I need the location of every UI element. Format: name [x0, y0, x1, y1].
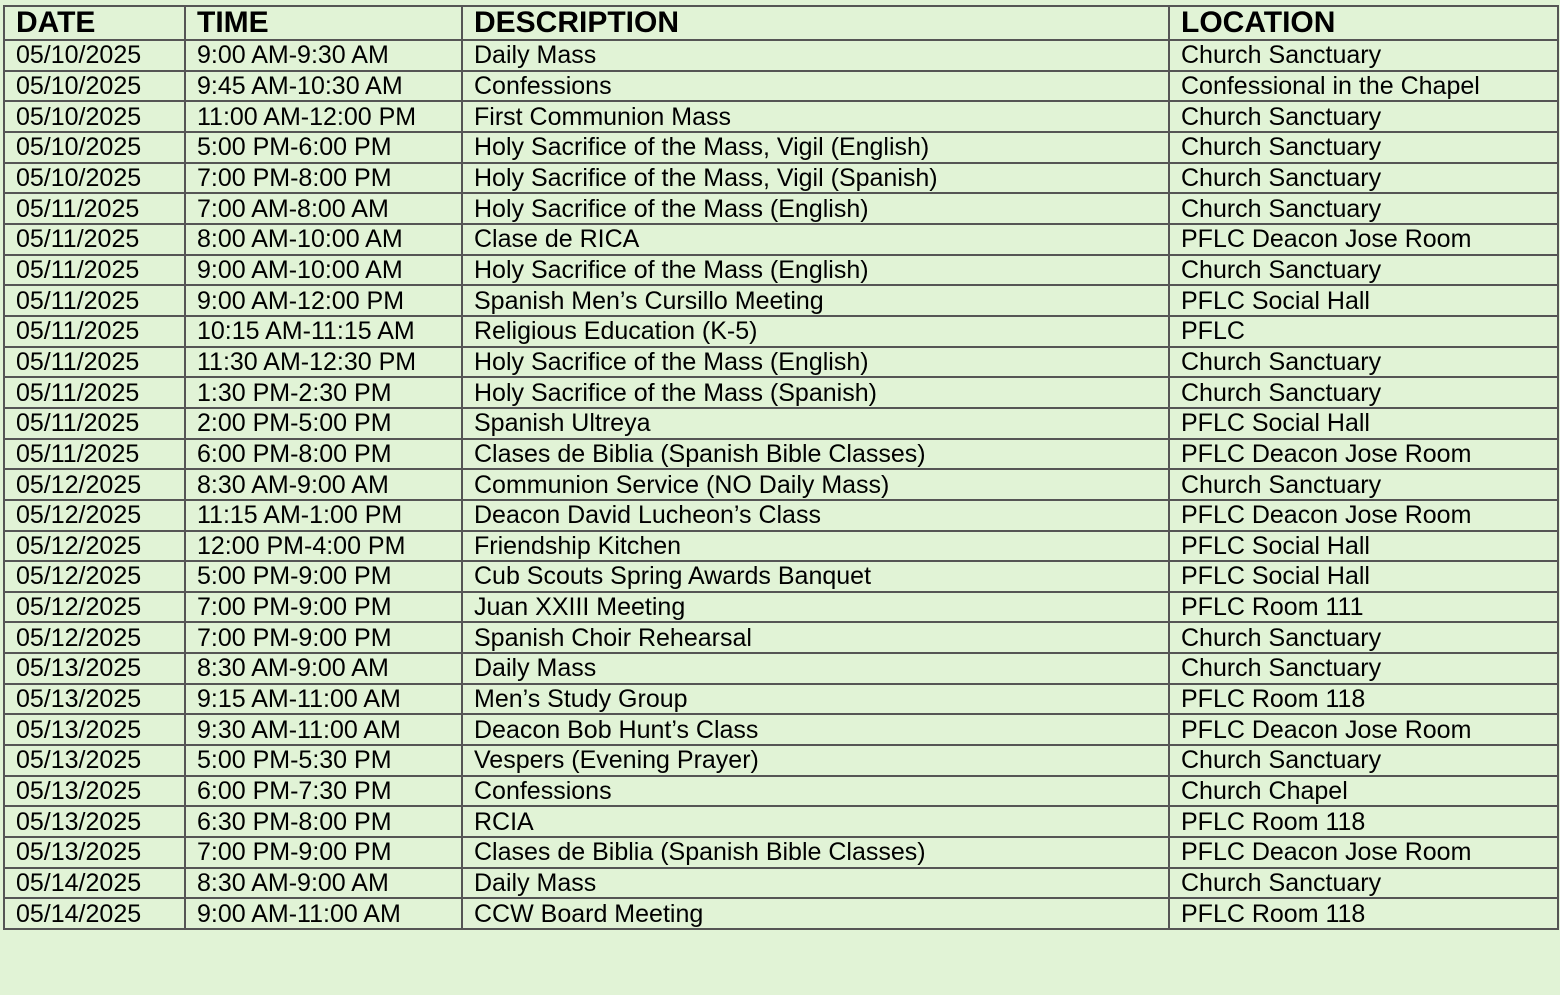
table-row	[4, 224, 1558, 255]
table-row	[4, 776, 1558, 807]
cell-description: Friendship Kitchen	[462, 531, 1169, 562]
cell-time: 5:00 PM-5:30 PM	[185, 745, 462, 776]
cell-description: First Communion Mass	[462, 101, 1169, 132]
cell-description: Daily Mass	[462, 653, 1169, 684]
cell-date: 05/13/2025	[4, 714, 185, 745]
cell-time: 9:00 AM-12:00 PM	[185, 285, 462, 316]
cell-description: Men’s Study Group	[462, 684, 1169, 715]
cell-date: 05/13/2025	[4, 776, 185, 807]
table-row	[4, 592, 1558, 623]
table-row	[4, 561, 1558, 592]
cell-time: 6:00 PM-8:00 PM	[185, 439, 462, 470]
cell-time: 8:00 AM-10:00 AM	[185, 224, 462, 255]
table-row	[4, 653, 1558, 684]
cell-date: 05/13/2025	[4, 684, 185, 715]
cell-location: Confessional in the Chapel	[1169, 71, 1558, 102]
cell-time: 7:00 PM-9:00 PM	[185, 622, 462, 653]
cell-date: 05/12/2025	[4, 561, 185, 592]
table-row	[4, 193, 1558, 224]
cell-description: Holy Sacrifice of the Mass (English)	[462, 347, 1169, 378]
cell-location: Church Sanctuary	[1169, 101, 1558, 132]
table-row	[4, 439, 1558, 470]
cell-time: 9:00 AM-9:30 AM	[185, 40, 462, 71]
cell-location: PFLC Deacon Jose Room	[1169, 500, 1558, 531]
cell-time: 7:00 AM-8:00 AM	[185, 193, 462, 224]
cell-date: 05/13/2025	[4, 653, 185, 684]
cell-time: 10:15 AM-11:15 AM	[185, 316, 462, 347]
cell-location: Church Sanctuary	[1169, 868, 1558, 899]
table-row	[4, 469, 1558, 500]
table-row	[4, 347, 1558, 378]
cell-date: 05/14/2025	[4, 868, 185, 899]
cell-description: Holy Sacrifice of the Mass (English)	[462, 255, 1169, 286]
cell-date: 05/12/2025	[4, 469, 185, 500]
cell-description: CCW Board Meeting	[462, 898, 1169, 929]
cell-location: Church Sanctuary	[1169, 745, 1558, 776]
cell-description: Holy Sacrifice of the Mass, Vigil (English)	[462, 132, 1169, 163]
cell-description: Deacon David Lucheon’s Class	[462, 500, 1169, 531]
column-header-date: DATE	[4, 6, 185, 40]
cell-description: Spanish Choir Rehearsal	[462, 622, 1169, 653]
cell-date: 05/11/2025	[4, 347, 185, 378]
column-header-description: DESCRIPTION	[462, 6, 1169, 40]
cell-time: 2:00 PM-5:00 PM	[185, 408, 462, 439]
table-body	[4, 40, 1558, 929]
cell-location: PFLC Social Hall	[1169, 285, 1558, 316]
cell-time: 11:00 AM-12:00 PM	[185, 101, 462, 132]
cell-description: Holy Sacrifice of the Mass (English)	[462, 193, 1169, 224]
table-row	[4, 163, 1558, 194]
cell-time: 11:30 AM-12:30 PM	[185, 347, 462, 378]
cell-time: 8:30 AM-9:00 AM	[185, 868, 462, 899]
column-header-time: TIME	[185, 6, 462, 40]
cell-location: PFLC Deacon Jose Room	[1169, 714, 1558, 745]
table-row	[4, 868, 1558, 899]
cell-location: Church Sanctuary	[1169, 255, 1558, 286]
cell-time: 5:00 PM-9:00 PM	[185, 561, 462, 592]
cell-date: 05/11/2025	[4, 439, 185, 470]
cell-time: 8:30 AM-9:00 AM	[185, 469, 462, 500]
cell-description: Daily Mass	[462, 40, 1169, 71]
cell-date: 05/12/2025	[4, 622, 185, 653]
cell-date: 05/10/2025	[4, 101, 185, 132]
table-row	[4, 622, 1558, 653]
cell-time: 7:00 PM-8:00 PM	[185, 163, 462, 194]
header-row	[4, 6, 1558, 40]
cell-date: 05/11/2025	[4, 285, 185, 316]
column-header-location: LOCATION	[1169, 6, 1558, 40]
table-row	[4, 714, 1558, 745]
table-row	[4, 500, 1558, 531]
schedule-table	[3, 5, 1559, 930]
cell-date: 05/12/2025	[4, 500, 185, 531]
cell-location: PFLC Room 118	[1169, 806, 1558, 837]
table-row	[4, 285, 1558, 316]
table-row	[4, 898, 1558, 929]
cell-location: PFLC Social Hall	[1169, 531, 1558, 562]
cell-location: Church Sanctuary	[1169, 193, 1558, 224]
cell-date: 05/11/2025	[4, 408, 185, 439]
cell-date: 05/11/2025	[4, 193, 185, 224]
cell-location: PFLC Room 118	[1169, 684, 1558, 715]
cell-time: 7:00 PM-9:00 PM	[185, 592, 462, 623]
cell-description: Holy Sacrifice of the Mass, Vigil (Spanish)	[462, 163, 1169, 194]
cell-location: Church Chapel	[1169, 776, 1558, 807]
cell-description: Holy Sacrifice of the Mass (Spanish)	[462, 377, 1169, 408]
cell-location: PFLC Room 118	[1169, 898, 1558, 929]
cell-location: Church Sanctuary	[1169, 377, 1558, 408]
cell-description: Vespers (Evening Prayer)	[462, 745, 1169, 776]
cell-date: 05/11/2025	[4, 224, 185, 255]
cell-location: Church Sanctuary	[1169, 469, 1558, 500]
cell-date: 05/13/2025	[4, 837, 185, 868]
cell-date: 05/10/2025	[4, 71, 185, 102]
table-row	[4, 745, 1558, 776]
cell-location: Church Sanctuary	[1169, 163, 1558, 194]
cell-date: 05/11/2025	[4, 316, 185, 347]
table-row	[4, 316, 1558, 347]
cell-time: 12:00 PM-4:00 PM	[185, 531, 462, 562]
cell-location: PFLC Room 111	[1169, 592, 1558, 623]
cell-location: Church Sanctuary	[1169, 653, 1558, 684]
cell-date: 05/12/2025	[4, 592, 185, 623]
cell-location: Church Sanctuary	[1169, 622, 1558, 653]
cell-location: Church Sanctuary	[1169, 347, 1558, 378]
cell-description: Clase de RICA	[462, 224, 1169, 255]
cell-date: 05/10/2025	[4, 163, 185, 194]
cell-time: 9:00 AM-11:00 AM	[185, 898, 462, 929]
cell-description: Communion Service (NO Daily Mass)	[462, 469, 1169, 500]
cell-location: Church Sanctuary	[1169, 40, 1558, 71]
cell-time: 5:00 PM-6:00 PM	[185, 132, 462, 163]
cell-description: Spanish Ultreya	[462, 408, 1169, 439]
cell-description: Cub Scouts Spring Awards Banquet	[462, 561, 1169, 592]
table-row	[4, 377, 1558, 408]
cell-description: Juan XXIII Meeting	[462, 592, 1169, 623]
cell-description: Religious Education (K-5)	[462, 316, 1169, 347]
cell-location: PFLC Social Hall	[1169, 408, 1558, 439]
cell-date: 05/11/2025	[4, 255, 185, 286]
cell-location: PFLC Social Hall	[1169, 561, 1558, 592]
cell-date: 05/13/2025	[4, 745, 185, 776]
table-row	[4, 408, 1558, 439]
cell-time: 6:00 PM-7:30 PM	[185, 776, 462, 807]
cell-description: RCIA	[462, 806, 1169, 837]
cell-description: Confessions	[462, 776, 1169, 807]
cell-time: 8:30 AM-9:00 AM	[185, 653, 462, 684]
cell-time: 7:00 PM-9:00 PM	[185, 837, 462, 868]
cell-date: 05/11/2025	[4, 377, 185, 408]
table-row	[4, 40, 1558, 71]
cell-date: 05/12/2025	[4, 531, 185, 562]
cell-location: PFLC Deacon Jose Room	[1169, 439, 1558, 470]
cell-time: 9:15 AM-11:00 AM	[185, 684, 462, 715]
cell-date: 05/14/2025	[4, 898, 185, 929]
cell-description: Deacon Bob Hunt’s Class	[462, 714, 1169, 745]
table-row	[4, 837, 1558, 868]
table-row	[4, 684, 1558, 715]
cell-location: PFLC Deacon Jose Room	[1169, 224, 1558, 255]
table-row	[4, 255, 1558, 286]
table-row	[4, 132, 1558, 163]
cell-time: 11:15 AM-1:00 PM	[185, 500, 462, 531]
table-row	[4, 71, 1558, 102]
cell-description: Spanish Men’s Cursillo Meeting	[462, 285, 1169, 316]
cell-description: Confessions	[462, 71, 1169, 102]
cell-location: Church Sanctuary	[1169, 132, 1558, 163]
cell-date: 05/10/2025	[4, 132, 185, 163]
table-row	[4, 101, 1558, 132]
cell-date: 05/10/2025	[4, 40, 185, 71]
table-row	[4, 531, 1558, 562]
cell-time: 9:00 AM-10:00 AM	[185, 255, 462, 286]
cell-location: PFLC Deacon Jose Room	[1169, 837, 1558, 868]
cell-time: 9:45 AM-10:30 AM	[185, 71, 462, 102]
cell-description: Clases de Biblia (Spanish Bible Classes)	[462, 439, 1169, 470]
cell-description: Daily Mass	[462, 868, 1169, 899]
cell-description: Clases de Biblia (Spanish Bible Classes)	[462, 837, 1169, 868]
cell-time: 6:30 PM-8:00 PM	[185, 806, 462, 837]
table-row	[4, 806, 1558, 837]
cell-time: 9:30 AM-11:00 AM	[185, 714, 462, 745]
table-header	[4, 6, 1558, 40]
cell-date: 05/13/2025	[4, 806, 185, 837]
cell-time: 1:30 PM-2:30 PM	[185, 377, 462, 408]
cell-location: PFLC	[1169, 316, 1558, 347]
